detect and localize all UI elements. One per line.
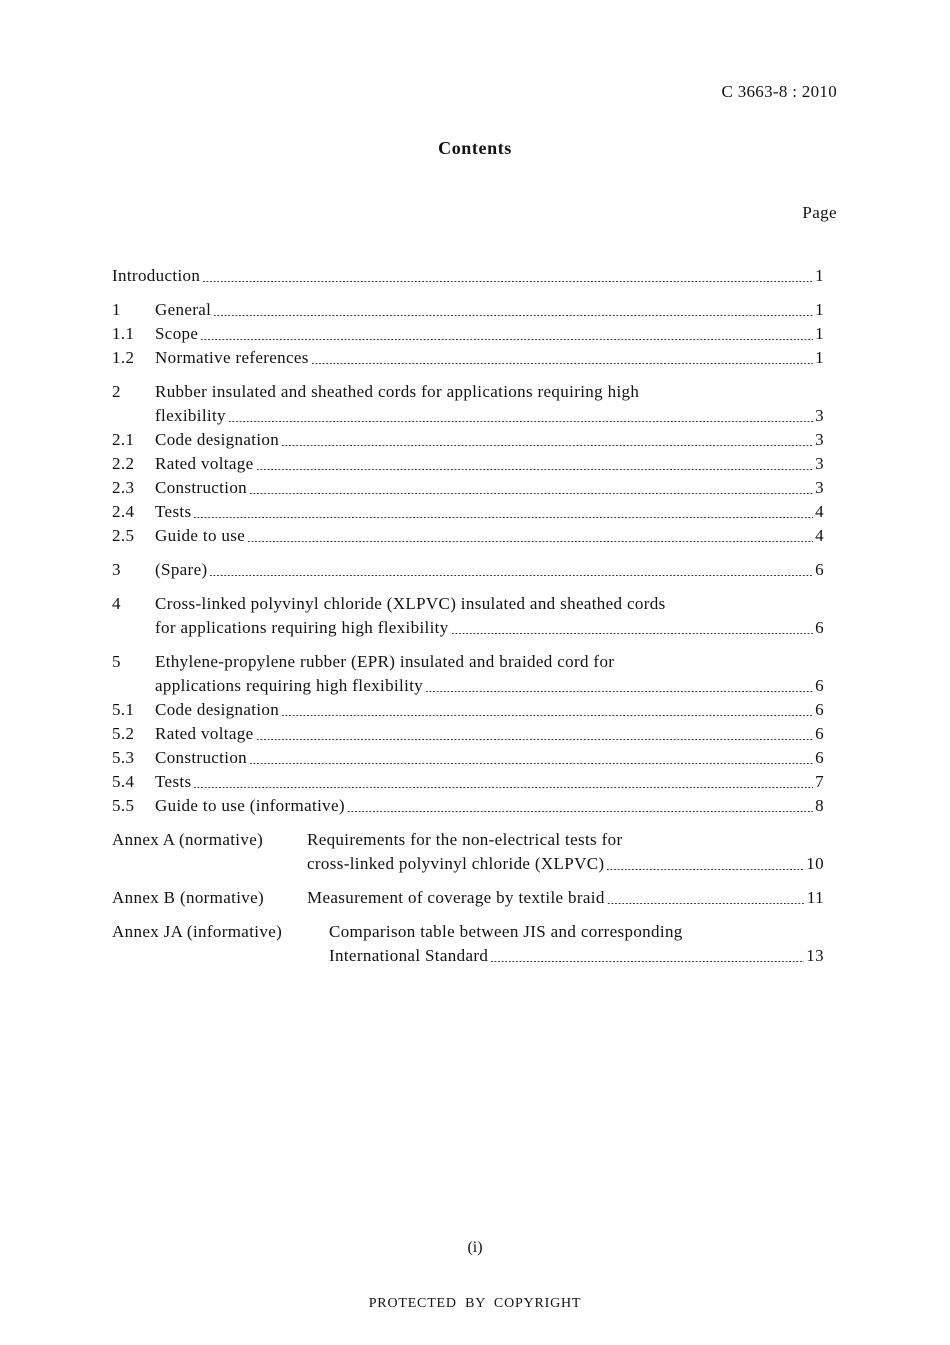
page-column-header: Page — [802, 203, 837, 222]
toc-entry-introduction[interactable] — [112, 264, 824, 288]
toc-page-number: 10 — [806, 854, 824, 873]
dot-leader — [249, 763, 813, 764]
toc-entry-5-1[interactable] — [112, 698, 824, 722]
toc-entry-title: Code designation — [155, 700, 280, 719]
toc-entry-number: 2.3 — [112, 478, 135, 497]
toc-entry-1[interactable] — [112, 298, 824, 322]
toc-entry-number: 5.3 — [112, 748, 135, 767]
dot-leader — [606, 869, 804, 870]
dot-leader — [490, 961, 804, 962]
toc-page-number: 1 — [815, 348, 824, 367]
toc-page-number: 1 — [815, 266, 824, 285]
toc-page-number: 7 — [815, 772, 824, 791]
toc-page-number: 6 — [815, 618, 824, 637]
toc-entry-number: 5.5 — [112, 796, 135, 815]
toc-entry-title-line2: flexibility — [155, 406, 226, 425]
dot-leader — [213, 315, 813, 316]
dot-leader — [200, 339, 813, 340]
toc-entry-title: Normative references — [155, 348, 309, 367]
dot-leader — [193, 787, 813, 788]
dot-leader — [228, 421, 813, 422]
toc-entry-2-3[interactable] — [112, 476, 824, 500]
toc-entry-2-1[interactable] — [112, 428, 824, 452]
toc-entry-number: 5.4 — [112, 772, 135, 791]
dot-leader — [451, 633, 814, 634]
toc-entry-title-line1: Ethylene-propylene rubber (EPR) insulated and braided cord for — [155, 652, 615, 671]
toc-entry-title: (Spare) — [155, 560, 208, 579]
toc-entry-number: 1.2 — [112, 348, 135, 367]
toc-entry-5-2[interactable] — [112, 722, 824, 746]
dot-leader — [193, 517, 813, 518]
page-title: Contents — [438, 138, 512, 158]
annex-label: Annex B (normative) — [112, 888, 265, 907]
toc-entry-title-line2: for applications requiring high flexibility — [155, 618, 449, 637]
toc-entry-title: Tests — [155, 772, 192, 791]
dot-leader — [281, 715, 813, 716]
toc-entry-title-line2: applications requiring high flexibility — [155, 676, 424, 695]
toc-entry-annex-ja-continued[interactable] — [112, 944, 824, 968]
toc-entry-5-continued[interactable] — [112, 674, 824, 698]
toc-entry-title: Construction — [155, 478, 248, 497]
toc-entry-title-line1: Comparison table between JIS and corresponding — [329, 922, 683, 941]
toc-entry-title: Rated voltage — [155, 454, 254, 473]
toc-entry-4[interactable] — [112, 592, 824, 616]
toc-entry-number: 5.1 — [112, 700, 135, 719]
toc-entry-title: Construction — [155, 748, 248, 767]
toc-entry-1-2[interactable] — [112, 346, 824, 370]
toc-entry-number: 2.5 — [112, 526, 135, 545]
toc-entry-title-line2: cross-linked polyvinyl chloride (XLPVC) — [307, 854, 605, 873]
toc-page-number: 13 — [806, 946, 824, 965]
toc-page-number: 3 — [815, 430, 824, 449]
toc-page-number: 6 — [815, 748, 824, 767]
table-of-contents — [112, 264, 824, 968]
toc-page-number: 6 — [815, 560, 824, 579]
toc-entry-5[interactable] — [112, 650, 824, 674]
toc-page-number: 1 — [815, 324, 824, 343]
document-code: C 3663-8 : 2010 — [721, 82, 837, 101]
toc-entry-5-3[interactable] — [112, 746, 824, 770]
dot-leader — [209, 575, 813, 576]
annex-label: Annex JA (informative) — [112, 922, 283, 941]
toc-page-number: 6 — [815, 700, 824, 719]
toc-entry-number: 4 — [112, 594, 121, 613]
toc-entry-number: 2 — [112, 382, 121, 401]
toc-entry-2-2[interactable] — [112, 452, 824, 476]
toc-entry-4-continued[interactable] — [112, 616, 824, 640]
toc-entry-number: 2.1 — [112, 430, 135, 449]
toc-page-number: 6 — [815, 676, 824, 695]
toc-entry-title: Measurement of coverage by textile braid — [307, 888, 605, 907]
toc-entry-5-5[interactable] — [112, 794, 824, 818]
toc-entry-title-line1: Requirements for the non-electrical tests for — [307, 830, 623, 849]
toc-entry-title: Tests — [155, 502, 192, 521]
toc-entry-annex-a[interactable] — [112, 828, 824, 852]
page-folio: (i) — [467, 1239, 483, 1256]
toc-entry-title: Guide to use (informative) — [155, 796, 345, 815]
toc-entry-annex-b[interactable] — [112, 886, 824, 910]
toc-entry-title: Introduction — [112, 266, 201, 285]
toc-page-number: 1 — [815, 300, 824, 319]
toc-entry-5-4[interactable] — [112, 770, 824, 794]
toc-entry-title: Rated voltage — [155, 724, 254, 743]
toc-entry-2[interactable] — [112, 380, 824, 404]
toc-page-number: 8 — [815, 796, 824, 815]
toc-entry-title: Guide to use — [155, 526, 246, 545]
dot-leader — [247, 541, 813, 542]
toc-page-number: 4 — [815, 526, 824, 545]
toc-entry-number: 2.2 — [112, 454, 135, 473]
toc-entry-2-continued[interactable] — [112, 404, 824, 428]
dot-leader — [425, 691, 813, 692]
dot-leader — [607, 903, 805, 904]
toc-entry-3[interactable] — [112, 558, 824, 582]
toc-entry-title: Scope — [155, 324, 199, 343]
toc-entry-number: 5.2 — [112, 724, 135, 743]
dot-leader — [281, 445, 813, 446]
dot-leader — [249, 493, 813, 494]
toc-entry-annex-ja[interactable] — [112, 920, 824, 944]
toc-entry-annex-a-continued[interactable] — [112, 852, 824, 876]
toc-page-number: 11 — [806, 888, 824, 907]
toc-entry-number: 1 — [112, 300, 121, 319]
toc-entry-title-line1: Rubber insulated and sheathed cords for applications requiring high — [155, 382, 640, 401]
toc-entry-2-5[interactable] — [112, 524, 824, 548]
toc-entry-title: Code designation — [155, 430, 280, 449]
toc-page-number: 6 — [815, 724, 824, 743]
toc-page-number: 3 — [815, 406, 824, 425]
dot-leader — [256, 469, 814, 470]
toc-entry-2-4[interactable] — [112, 500, 824, 524]
dot-leader — [347, 811, 813, 812]
toc-entry-title-line2: International Standard — [329, 946, 489, 965]
toc-entry-title-line1: Cross-linked polyvinyl chloride (XLPVC) insulated and sheathed cords — [155, 594, 666, 613]
copyright-notice: PROTECTED BY COPYRIGHT — [368, 1296, 582, 1311]
toc-page-number: 3 — [815, 454, 824, 473]
dot-leader — [311, 363, 813, 364]
annex-label: Annex A (normative) — [112, 830, 264, 849]
toc-page-number: 4 — [815, 502, 824, 521]
toc-entry-number: 3 — [112, 560, 121, 579]
dot-leader — [256, 739, 814, 740]
dot-leader — [202, 281, 813, 282]
toc-entry-number: 5 — [112, 652, 121, 671]
toc-entry-number: 2.4 — [112, 502, 135, 521]
toc-entry-number: 1.1 — [112, 324, 135, 343]
toc-page-number: 3 — [815, 478, 824, 497]
toc-entry-title: General — [155, 300, 212, 319]
toc-entry-1-1[interactable] — [112, 322, 824, 346]
